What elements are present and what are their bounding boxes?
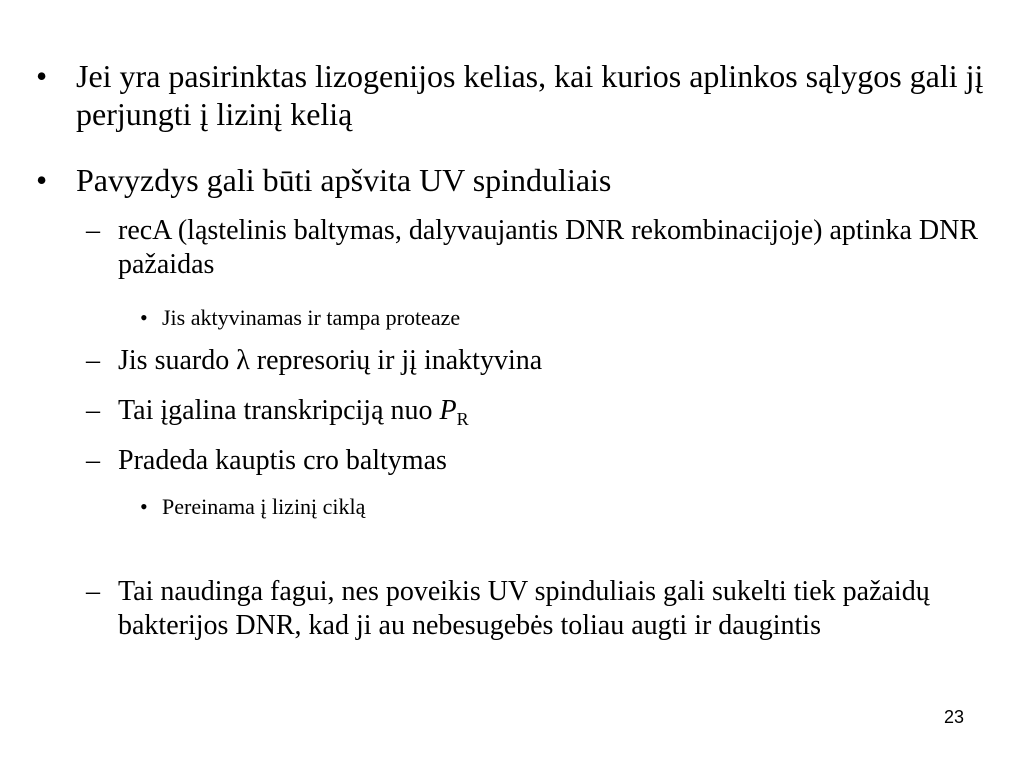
bullet-marker: • [36, 162, 48, 198]
bullet-text: Jis aktyvinamas ir tampa proteaze [162, 305, 461, 330]
bullet-text [118, 394, 1013, 428]
bullet-text: Tai naudinga fagui, nes poveikis UV spinduliais gali sukelti tiek pažaidų bakterijos DNR, kad ji au nebesugebės toliau augti ir daugintis [118, 576, 930, 641]
dash-marker: – [86, 215, 100, 246]
dash-marker: – [86, 576, 100, 607]
bullet-text: Jei yra pasirinktas lizogenijos kelias, kai kurios aplinkos sąlygos gali jį perjungti į lizinį kelią [76, 58, 984, 132]
dash-marker: – [86, 395, 100, 426]
bullet-text: Pavyzdys gali būti apšvita UV spinduliais [76, 162, 612, 198]
bullet-marker: • [140, 305, 148, 330]
bullet-text-start: Tai įgalina transkripciją nuo [118, 395, 440, 426]
bullet-text: Pradeda kauptis cro baltymas [118, 445, 447, 476]
bullet-text: Jis suardo λ represorių ir jį inaktyvina [118, 345, 543, 376]
page-number: 23 [943, 707, 964, 727]
dash-marker: – [86, 445, 100, 476]
bullet-text: Pereinama į lizinį ciklą [162, 494, 366, 519]
bullet-marker: • [36, 58, 48, 94]
bullet-marker: • [140, 494, 148, 519]
dash-marker: – [86, 345, 100, 376]
bullet-text: recA (ląstelinis baltymas, dalyvaujantis DNR rekombinacijoje) aptinka DNR pažaidas [118, 215, 979, 280]
promoter-subscript: R [456, 409, 469, 429]
promoter-symbol: P [439, 395, 457, 426]
